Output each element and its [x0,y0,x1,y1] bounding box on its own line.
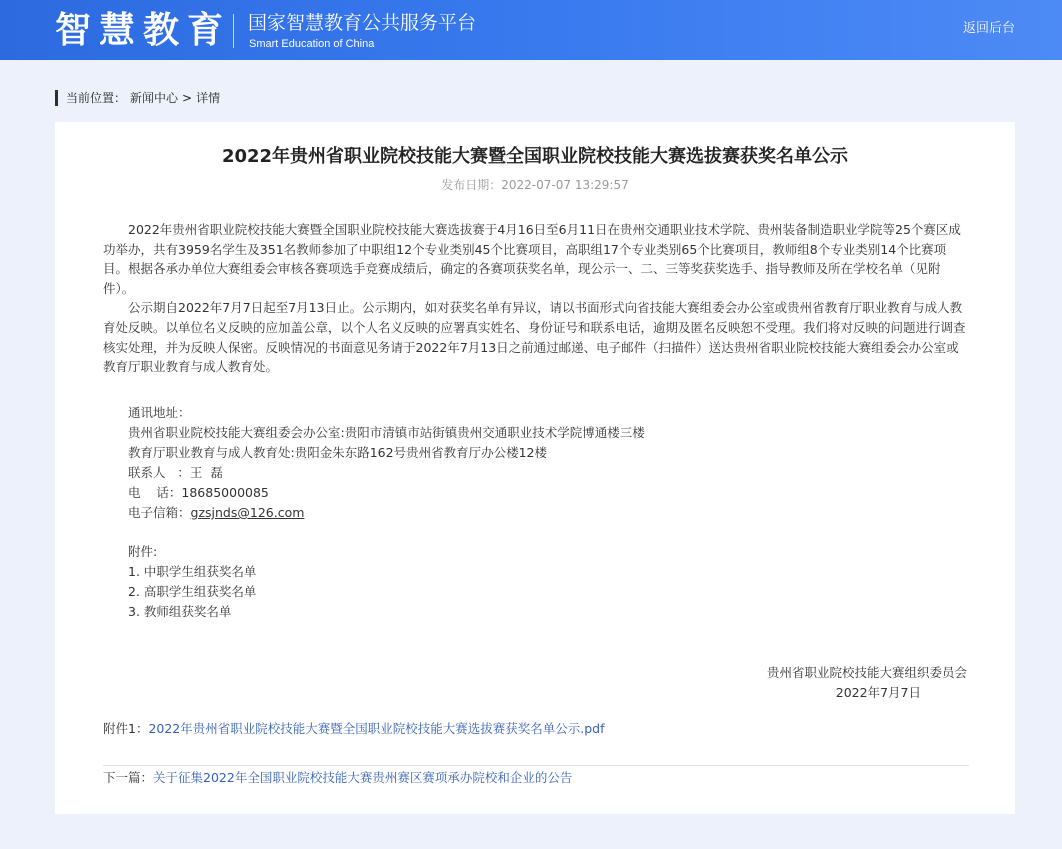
logo-divider [233,14,234,48]
article-paragraph: 2022年贵州省职业院校技能大赛暨全国职业院校技能大赛选拔赛于4月16日至6月11日在贵州交通职业技术学院、贵州装备制造职业学院等25个赛区成功举办，共有3959名学生及351名教师参加了中职组12个专业类别45个比赛项目，高职组17个专业类别65个比赛项目，教师组8个专业类别14个比赛项目。根据各承办单位大赛组委会审核各赛项选手竞赛成绩后，确定的各赛项获奖名单，现公示一、二、三等奖获奖选手、指导教师及所在学校名单（见附件）。 [103,222,961,296]
platform-name-en: Smart Education of China [249,38,375,50]
breadcrumb [55,90,224,106]
breadcrumb-separator: > [182,91,193,105]
article-title: 2022年贵州省职业院校技能大赛暨全国职业院校技能大赛选拔赛获奖名单公示 [221,146,849,167]
breadcrumb-item-news-center[interactable]: 新闻中心 [130,91,179,105]
platform-name: 国家智慧教育公共服务平台 [248,12,477,34]
attachment-file-row [103,720,605,738]
top-header [0,0,1062,60]
signature-date: 2022年7月7日 [835,685,921,700]
list-item: 1. 中职学生组获奖名单 [128,564,257,579]
attachment-list-heading: 附件: [128,544,158,559]
breadcrumb-prefix: 当前位置： [66,91,127,105]
attachment-file-link[interactable]: 2022年贵州省职业院校技能大赛暨全国职业院校技能大赛选拔赛获奖名单公示.pdf [148,721,605,736]
logo-text[interactable]: 智慧教育 [55,9,232,51]
article-card [55,122,1015,814]
contact-email-link[interactable]: gzsjnds@126.com [190,505,305,520]
list-item: 2. 高职学生组获奖名单 [128,584,257,599]
divider [103,765,969,766]
back-to-admin-link[interactable]: 返回后台 [962,21,1015,36]
publish-date: 发布日期：2022-07-07 13:29:57 [441,178,629,192]
attachment-list [128,542,256,622]
contact-email-label: 电子信箱： [128,505,191,520]
next-article-link[interactable]: 关于征集2022年全国职业院校技能大赛贵州赛区赛项承办院校和企业的公告 [153,770,573,785]
signature [747,663,967,703]
article-body [103,220,969,377]
contact-info [128,403,645,523]
contact-email-row [128,503,645,523]
article-paragraph: 公示期自2022年7月7日起至7月13日止。公示期内，如对获奖名单有异议，请以书面形式向省技能大赛组委会办公室或贵州省教育厅职业教育与成人教育处反映。以单位名义反映的应加盖公章，以个人名义反映的应署真实姓名、身份证号和联系电话，逾期及匿名反映恕不受理。我们将对反映的问题进行调查核实处理，并为反映人保密。反映情况的书面意见务请于2022年7月13日之前通过邮递、电子邮件（扫描件）送达贵州省职业院校技能大赛组委会办公室或教育厅职业教育与成人教育处。 [103,300,966,375]
next-article-label: 下一篇： [103,770,154,785]
breadcrumb-item-detail: 详情 [196,91,221,105]
contact-phone: 电 话：18685000085 [128,485,269,500]
contact-heading: 通讯地址： [128,405,191,420]
contact-person: 联系人 ：王 磊 [128,465,223,480]
next-article-row [103,769,572,787]
signature-organization: 贵州省职业院校技能大赛组织委员会 [766,665,967,680]
list-item: 3. 教师组获奖名单 [128,604,232,619]
attachment-file-label: 附件1： [103,721,149,736]
contact-address-department: 教育厅职业教育与成人教育处:贵阳金朱东路162号贵州省教育厅办公楼12楼 [128,445,547,460]
contact-address-committee: 贵州省职业院校技能大赛组委会办公室:贵阳市清镇市站街镇贵州交通职业技术学院博通楼三楼 [128,425,645,440]
